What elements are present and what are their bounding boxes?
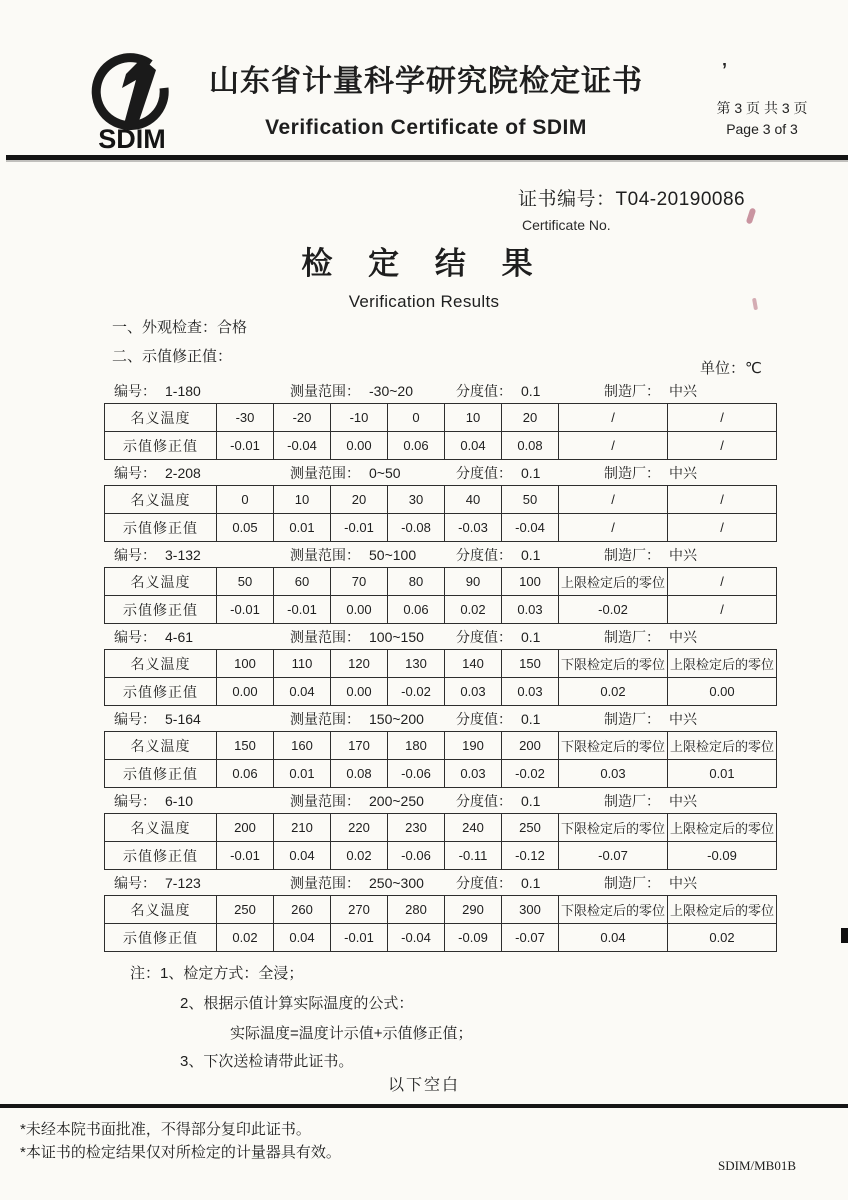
correction-value-cell: 0.00 [331,678,388,706]
correction-value-row [105,596,777,624]
meta-division-value: 0.1 [521,382,541,399]
nominal-temp-cell: 70 [331,568,388,596]
nominal-temp-cell: / [559,486,668,514]
blank-below-marker: 以下空白 [387,1077,460,1094]
meta-range-value: 50~100 [369,546,417,563]
meta-manufacturer-label: 制造厂： [604,874,660,891]
results-title-cn: 检 定 结 果 [301,246,547,281]
meta-manufacturer-value: 中兴 [669,628,697,645]
nominal-temp-cell: 下限检定后的零位 [559,732,668,760]
meta-id-value: 4-61 [165,628,194,645]
nominal-temp-cell: 200 [502,732,559,760]
meta-range-label: 测量范围： [290,382,360,399]
meta-id-label: 编号： [114,874,156,891]
meta-range-value: 0~50 [369,464,401,481]
correction-value-cell: -0.07 [502,924,559,952]
nominal-temp-cell: 170 [331,732,388,760]
nominal-temp-cell: 100 [502,568,559,596]
correction-value-cell: -0.07 [559,842,668,870]
page-indicator-cn: 第 3 页 共 3 页 [716,100,808,116]
meta-range-label: 测量范围： [290,628,360,645]
meta-manufacturer-value: 中兴 [669,792,697,809]
correction-value-row [105,514,777,542]
thermometer-table-block [104,378,776,460]
nominal-temp-cell: 下限检定后的零位 [559,650,668,678]
meta-range-label: 测量范围： [290,710,360,727]
nominal-temp-cell: 0 [388,404,445,432]
nominal-temp-cell: 上限检定后的零位 [668,650,777,678]
nominal-temp-cell: 50 [217,568,274,596]
meta-manufacturer-label: 制造厂： [604,792,660,809]
nominal-temp-cell: 上限检定后的零位 [668,896,777,924]
correction-row-label: 示值修正值 [105,760,217,788]
results-title-en: Verification Results [348,292,500,311]
meta-id-label: 编号： [114,792,156,809]
correction-value-cell: / [559,432,668,460]
temp-row-label: 名义温度 [105,896,217,924]
note-method: 注：1、检定方式：全浸； [130,965,304,982]
correction-table [104,485,777,542]
table-meta-line [104,542,776,567]
correction-value-cell: -0.01 [217,596,274,624]
nominal-temp-cell: 150 [502,650,559,678]
meta-range-label: 测量范围： [290,546,360,563]
nominal-temperature-row [105,814,777,842]
correction-value-cell: 0.03 [559,760,668,788]
nominal-temp-cell: 50 [502,486,559,514]
nominal-temp-cell: 280 [388,896,445,924]
appearance-check-item: 一、外观检查：合格 [112,319,248,336]
nominal-temp-cell: 230 [388,814,445,842]
correction-value-cell: 0.04 [274,678,331,706]
correction-row-label: 示值修正值 [105,842,217,870]
meta-division-value: 0.1 [521,464,541,481]
correction-value-cell: 0.03 [445,678,502,706]
correction-value-row [105,760,777,788]
correction-value-cell: 0.03 [502,678,559,706]
correction-value-cell: -0.04 [388,924,445,952]
nominal-temp-cell: 300 [502,896,559,924]
meta-division-label: 分度值： [456,874,512,891]
nominal-temp-cell: 90 [445,568,502,596]
meta-id-label: 编号： [114,628,156,645]
nominal-temp-cell: 100 [217,650,274,678]
nominal-temp-cell: -30 [217,404,274,432]
correction-value-cell: 0.04 [445,432,502,460]
nominal-temp-cell: 80 [388,568,445,596]
correction-value-cell: -0.06 [388,760,445,788]
nominal-temp-cell: 60 [274,568,331,596]
correction-value-cell: 0.05 [217,514,274,542]
correction-value-cell: -0.01 [217,432,274,460]
meta-manufacturer-value: 中兴 [669,464,697,481]
correction-value-cell: 0.02 [331,842,388,870]
meta-id-value: 3-132 [165,546,201,563]
correction-value-cell: -0.09 [668,842,777,870]
note-formula: 实际温度=温度计示值+示值修正值； [230,1025,473,1042]
table-meta-line [104,788,776,813]
meta-range-value: 200~250 [369,792,424,809]
page-indicator-en: Page 3 of 3 [726,121,798,137]
meta-manufacturer-label: 制造厂： [604,710,660,727]
meta-id-label: 编号： [114,382,156,399]
nominal-temp-cell: 40 [445,486,502,514]
correction-value-cell: 0.06 [217,760,274,788]
meta-manufacturer-label: 制造厂： [604,546,660,563]
meta-division-label: 分度值： [456,382,512,399]
correction-value-cell: 0.00 [331,596,388,624]
correction-value-cell: / [668,514,777,542]
nominal-temp-cell: 180 [388,732,445,760]
nominal-temp-cell: / [668,568,777,596]
meta-division-value: 0.1 [521,546,541,563]
correction-row-label: 示值修正值 [105,924,217,952]
nominal-temp-cell: 上限检定后的零位 [668,814,777,842]
meta-division-label: 分度值： [456,628,512,645]
note-bring-certificate: 3、下次送检请带此证书。 [180,1053,354,1070]
nominal-temp-cell: 200 [217,814,274,842]
certificate-number-label-en: Certificate No. [522,217,611,233]
title-en: Verification Certificate of SDIM [265,116,587,139]
nominal-temp-cell: 130 [388,650,445,678]
thermometer-table-block [104,788,776,870]
correction-value-cell: -0.06 [388,842,445,870]
meta-id-value: 1-180 [165,382,201,399]
meta-division-label: 分度值： [456,792,512,809]
nominal-temp-cell: 120 [331,650,388,678]
nominal-temp-cell: 30 [388,486,445,514]
nominal-temp-cell: 210 [274,814,331,842]
meta-division-value: 0.1 [521,874,541,891]
nominal-temp-cell: -20 [274,404,331,432]
correction-value-row [105,842,777,870]
correction-value-cell: -0.04 [502,514,559,542]
meta-manufacturer-label: 制造厂： [604,382,660,399]
meta-id-value: 2-208 [165,464,201,481]
nominal-temp-cell: 290 [445,896,502,924]
nominal-temp-cell: 150 [217,732,274,760]
correction-value-cell: 0.04 [274,924,331,952]
footer-divider [0,1104,848,1108]
temp-row-label: 名义温度 [105,814,217,842]
correction-value-row [105,432,777,460]
meta-division-value: 0.1 [521,710,541,727]
thermometer-table-block [104,706,776,788]
correction-value-cell: 0.04 [559,924,668,952]
table-meta-line [104,706,776,731]
correction-value-cell: -0.01 [331,924,388,952]
temp-row-label: 名义温度 [105,568,217,596]
scan-artifact [746,207,757,224]
correction-value-cell: 0.04 [274,842,331,870]
document-title [196,56,656,140]
nominal-temp-cell: 270 [331,896,388,924]
meta-range-value: -30~20 [369,382,413,399]
correction-value-cell: -0.02 [388,678,445,706]
form-code: SDIM/MB01B [718,1158,797,1173]
nominal-temperature-row [105,568,777,596]
nominal-temp-cell: 下限检定后的零位 [559,896,668,924]
correction-value-cell: 0.02 [668,924,777,952]
nominal-temp-cell: / [668,404,777,432]
correction-value-cell: 0.03 [502,596,559,624]
nominal-temperature-row [105,486,777,514]
correction-value-cell: / [668,596,777,624]
correction-value-cell: -0.03 [445,514,502,542]
correction-value-cell: 0.02 [217,924,274,952]
meta-division-label: 分度值： [456,710,512,727]
title-cn: 山东省计量科学研究院检定证书 [209,65,643,98]
nominal-temp-cell: 10 [445,404,502,432]
meta-division-value: 0.1 [521,792,541,809]
correction-value-cell: -0.01 [217,842,274,870]
nominal-temperature-row [105,650,777,678]
nominal-temp-cell: 250 [217,896,274,924]
correction-row-label: 示值修正值 [105,514,217,542]
table-meta-line [104,460,776,485]
meta-range-label: 测量范围： [290,464,360,481]
correction-value-cell: -0.11 [445,842,502,870]
meta-id-label: 编号： [114,710,156,727]
nominal-temp-cell: 110 [274,650,331,678]
correction-value-cell: 0.06 [388,596,445,624]
nominal-temp-cell: / [668,486,777,514]
meta-manufacturer-value: 中兴 [669,382,697,399]
footer-note-copy: *未经本院书面批准，不得部分复印此证书。 [20,1121,311,1138]
temp-row-label: 名义温度 [105,732,217,760]
nominal-temp-cell: 140 [445,650,502,678]
correction-value-cell: 0.00 [331,432,388,460]
meta-id-label: 编号： [114,546,156,563]
correction-value-cell: 0.02 [445,596,502,624]
certificate-number-value: T04-20190086 [615,189,746,210]
nominal-temp-cell: 0 [217,486,274,514]
footer-note-validity: *本证书的检定结果仅对所检定的计量器具有效。 [20,1144,341,1161]
correction-value-cell: -0.01 [331,514,388,542]
scan-artifact [841,928,848,943]
thermometer-table-block [104,870,776,952]
meta-id-value: 7-123 [165,874,201,891]
meta-division-label: 分度值： [456,464,512,481]
results-title [0,238,848,312]
thermometer-table-block [104,542,776,624]
temp-row-label: 名义温度 [105,486,217,514]
nominal-temperature-row [105,404,777,432]
correction-value-cell: 0.01 [274,760,331,788]
correction-row-label: 示值修正值 [105,678,217,706]
correction-value-cell: 0.01 [668,760,777,788]
nominal-temp-cell: / [559,404,668,432]
correction-value-cell: / [559,514,668,542]
meta-manufacturer-label: 制造厂： [604,628,660,645]
nominal-temp-cell: 10 [274,486,331,514]
meta-range-label: 测量范围： [290,792,360,809]
correction-value-cell: 0.03 [445,760,502,788]
correction-table [104,403,777,460]
nominal-temp-cell: 250 [502,814,559,842]
correction-values-item: 二、示值修正值： [112,348,233,365]
unit-label: 单位：℃ [700,360,762,377]
correction-value-cell: 0.08 [331,760,388,788]
nominal-temperature-row [105,896,777,924]
correction-row-label: 示值修正值 [105,596,217,624]
correction-value-cell: -0.08 [388,514,445,542]
correction-value-cell: 0.00 [668,678,777,706]
table-meta-line [104,378,776,403]
temp-row-label: 名义温度 [105,650,217,678]
correction-value-cell: / [668,432,777,460]
correction-value-cell: 0.00 [217,678,274,706]
correction-value-cell: 0.02 [559,678,668,706]
meta-id-label: 编号： [114,464,156,481]
measurement-tables [104,378,776,952]
nominal-temp-cell: 20 [331,486,388,514]
nominal-temp-cell: 20 [502,404,559,432]
meta-division-value: 0.1 [521,628,541,645]
meta-range-label: 测量范围： [290,874,360,891]
nominal-temp-cell: 下限检定后的零位 [559,814,668,842]
nominal-temp-cell: 260 [274,896,331,924]
meta-id-value: 5-164 [165,710,201,727]
correction-row-label: 示值修正值 [105,432,217,460]
table-meta-line [104,870,776,895]
correction-value-cell: -0.12 [502,842,559,870]
scan-artifact: ’ [722,60,728,80]
correction-table [104,813,777,870]
sdim-logo-icon [72,50,192,152]
meta-range-value: 100~150 [369,628,424,645]
correction-value-cell: -0.01 [274,596,331,624]
meta-manufacturer-value: 中兴 [669,710,697,727]
nominal-temp-cell: 190 [445,732,502,760]
nominal-temp-cell: 上限检定后的零位 [668,732,777,760]
logo-text: SDIM [98,124,166,152]
certificate-number-block [518,184,745,233]
correction-table [104,895,777,952]
correction-table [104,567,777,624]
nominal-temp-cell: 160 [274,732,331,760]
nominal-temp-cell: 240 [445,814,502,842]
meta-manufacturer-value: 中兴 [669,874,697,891]
table-meta-line [104,624,776,649]
correction-value-row [105,678,777,706]
correction-value-cell: -0.02 [559,596,668,624]
thermometer-table-block [104,460,776,542]
correction-value-cell: -0.02 [502,760,559,788]
meta-manufacturer-label: 制造厂： [604,464,660,481]
header-divider [6,155,848,160]
meta-division-label: 分度值： [456,546,512,563]
meta-range-value: 150~200 [369,710,424,727]
correction-value-cell: 0.08 [502,432,559,460]
meta-range-value: 250~300 [369,874,424,891]
nominal-temp-cell: -10 [331,404,388,432]
correction-value-row [105,924,777,952]
correction-value-cell: -0.04 [274,432,331,460]
nominal-temp-cell: 上限检定后的零位 [559,568,668,596]
nominal-temperature-row [105,732,777,760]
correction-value-cell: -0.09 [445,924,502,952]
note-formula-intro: 2、根据示值计算实际温度的公式： [180,995,414,1012]
thermometer-table-block [104,624,776,706]
nominal-temp-cell: 220 [331,814,388,842]
meta-manufacturer-value: 中兴 [669,546,697,563]
correction-table [104,731,777,788]
temp-row-label: 名义温度 [105,404,217,432]
meta-id-value: 6-10 [165,792,194,809]
correction-table [104,649,777,706]
certificate-number-label: 证书编号： [518,189,616,210]
page-indicator [692,98,832,140]
correction-value-cell: 0.06 [388,432,445,460]
correction-value-cell: 0.01 [274,514,331,542]
